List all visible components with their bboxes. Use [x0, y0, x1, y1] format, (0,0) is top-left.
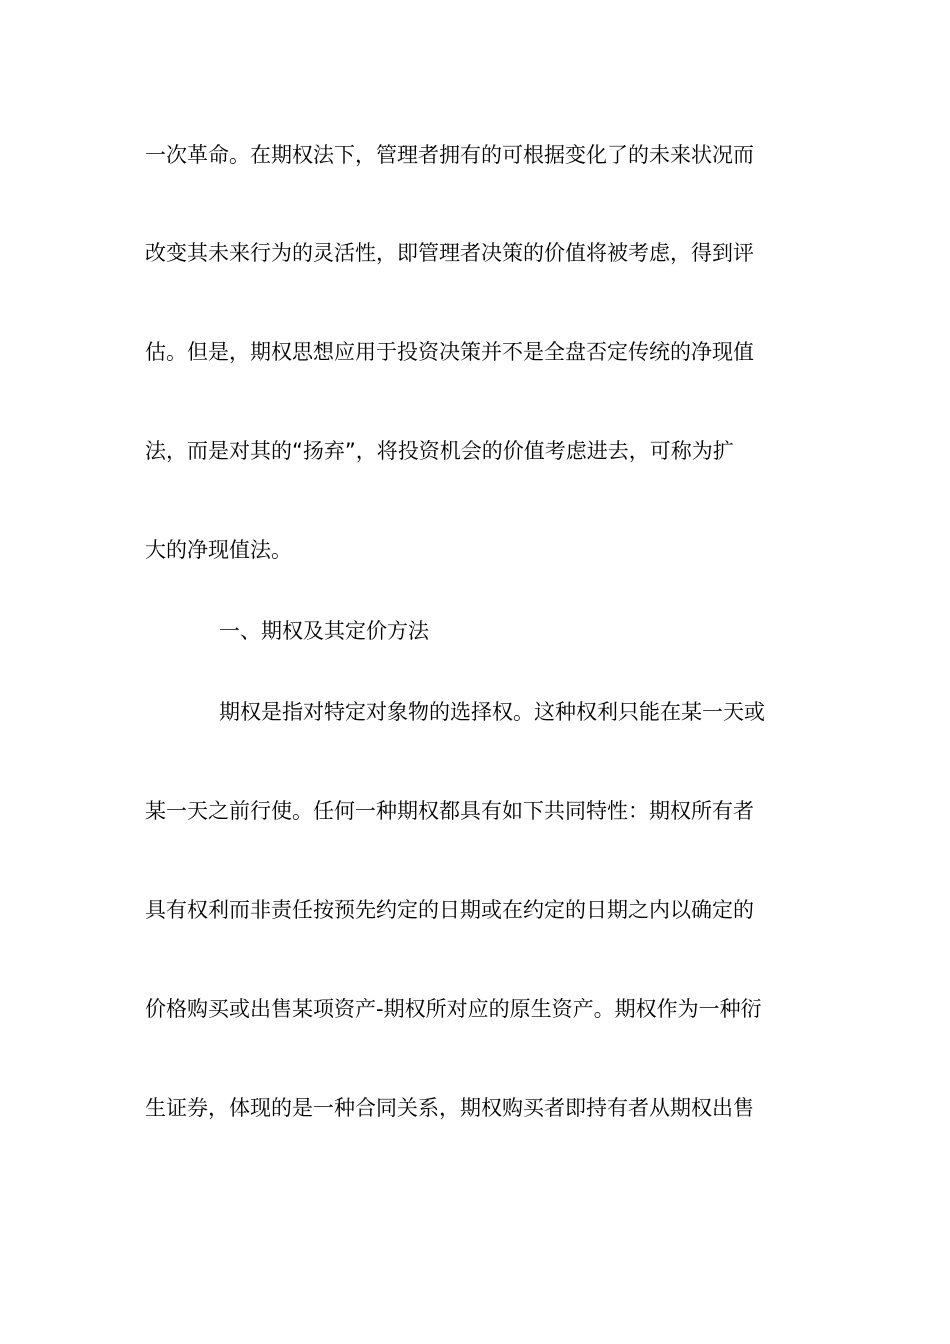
paragraph-line: 生证券，体现的是一种合同关系，期权购买者即持有者从期权出售 — [145, 1096, 754, 1120]
paragraph-line: 大的净现值法。 — [145, 538, 292, 562]
paragraph-line: 具有权利而非责任按预先约定的日期或在约定的日期之内以确定的 — [145, 898, 754, 922]
paragraph-line: 改变其未来行为的灵活性，即管理者决策的价值将被考虑，得到评 — [145, 241, 754, 265]
paragraph-line: 价格购买或出售某项资产-期权所对应的原生资产。期权作为一种衍 — [145, 997, 762, 1021]
section-heading: 一、期权及其定价方法 — [219, 619, 429, 643]
paragraph-line: 某一天之前行使。任何一种期权都具有如下共同特性：期权所有者 — [145, 799, 754, 823]
paragraph-line: 法，而是对其的“扬弃”，将投资机会的价值考虑进去，可称为扩 — [145, 439, 734, 463]
paragraph-line: 一次革命。在期权法下，管理者拥有的可根据变化了的未来状况而 — [145, 143, 754, 167]
paragraph-line: 期权是指对特定对象物的选择权。这种权利只能在某一天或 — [219, 700, 765, 724]
paragraph-line: 估。但是，期权思想应用于投资决策并不是全盘否定传统的净现值 — [145, 340, 754, 364]
